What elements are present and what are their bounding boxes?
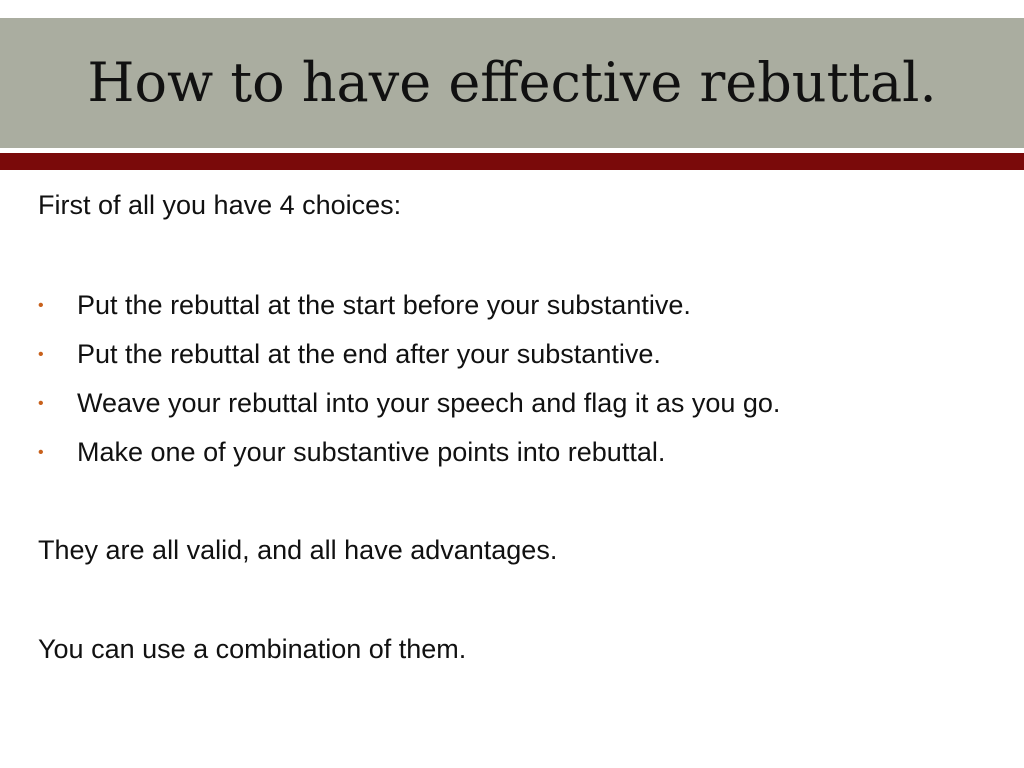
slide-title: How to have effective rebuttal. xyxy=(87,51,937,114)
bullet-item xyxy=(38,339,661,370)
intro-text: First of all you have 4 choices: xyxy=(38,190,402,220)
title-band xyxy=(0,18,1024,148)
bullet-item xyxy=(38,388,780,419)
bullet-icon: • xyxy=(38,443,44,461)
bullet-text: Put the rebuttal at the end after your substantive. xyxy=(77,339,661,369)
body-paragraph: They are all valid, and all have advantages. xyxy=(38,535,558,565)
bullet-item xyxy=(38,437,665,468)
bullet-icon: • xyxy=(38,394,44,412)
bullet-text: Put the rebuttal at the start before your substantive. xyxy=(77,290,691,320)
body-paragraph: You can use a combination of them. xyxy=(38,634,467,664)
accent-bar xyxy=(0,153,1024,170)
bullet-item xyxy=(38,290,691,321)
bullet-text: Make one of your substantive points into rebuttal. xyxy=(77,437,666,467)
bullet-icon: • xyxy=(38,296,44,314)
bullet-icon: • xyxy=(38,345,44,363)
bullet-text: Weave your rebuttal into your speech and flag it as you go. xyxy=(77,388,781,418)
